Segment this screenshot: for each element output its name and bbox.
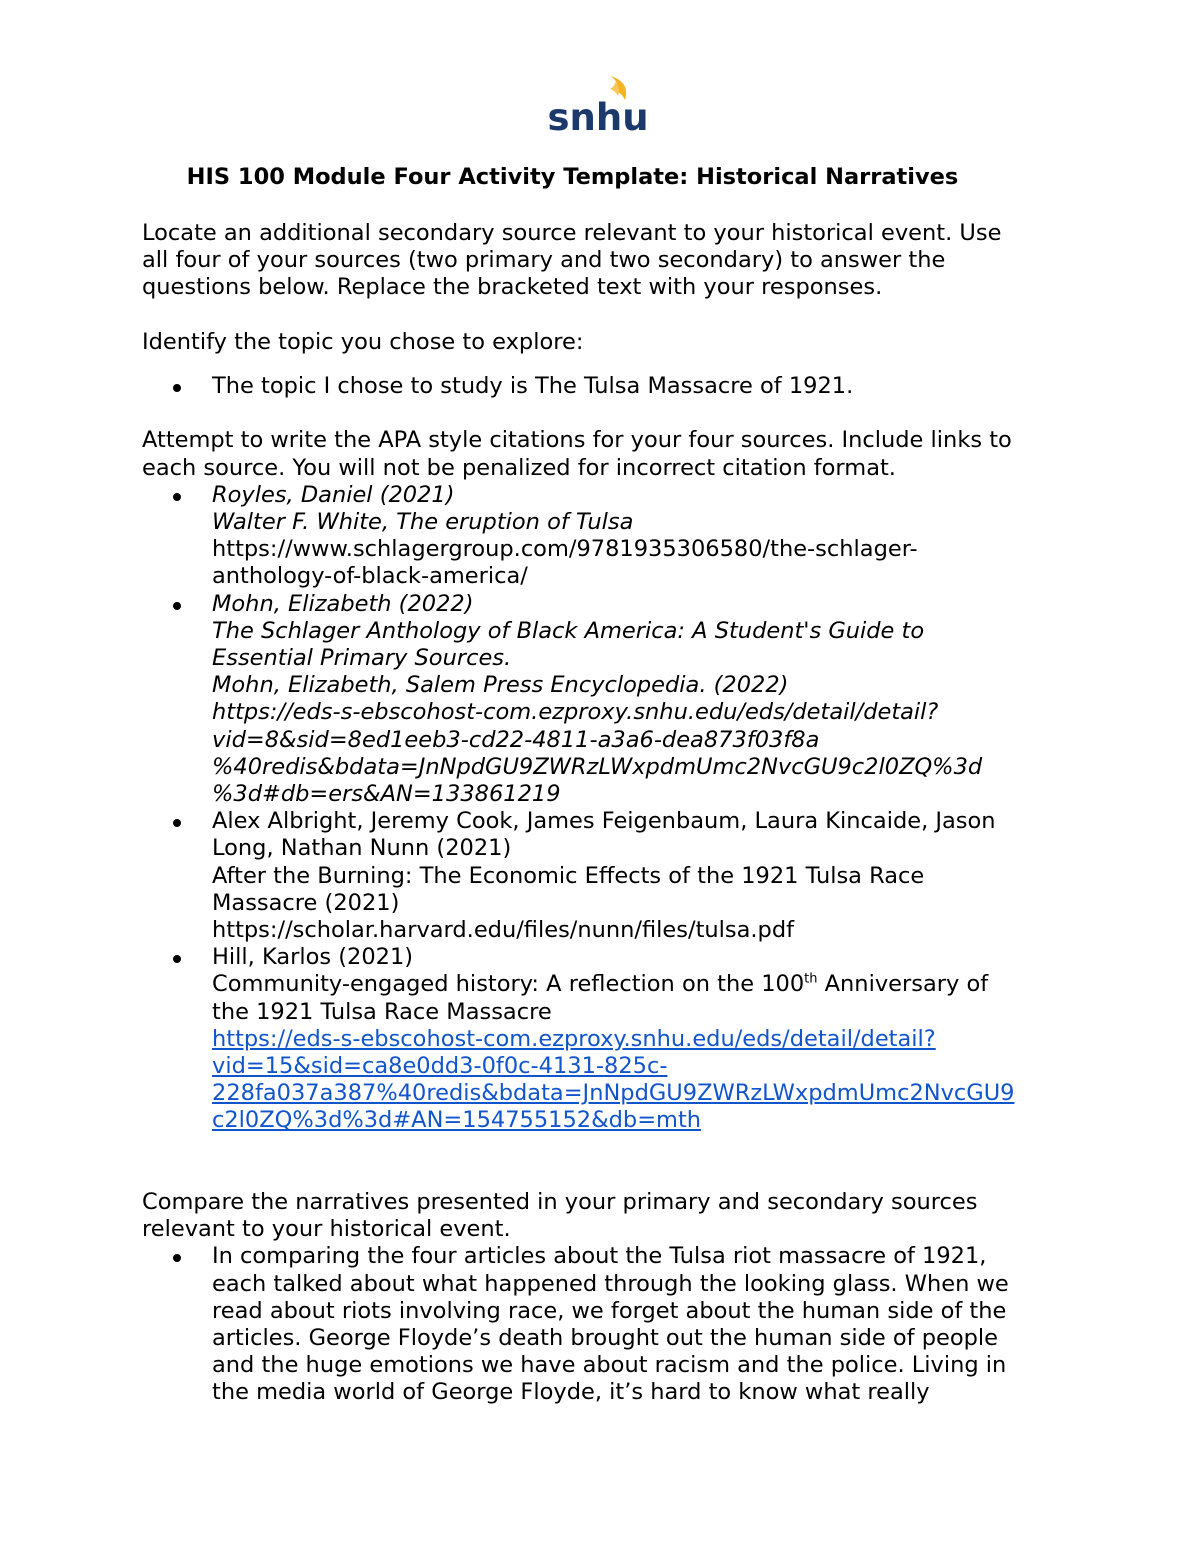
compare-list: [142, 1243, 1152, 1406]
document-body: [142, 220, 1152, 1407]
citations-prompt: Attempt to write the APA style citations for your four sources. Include links to each source. You will not be penalized for incorrect citation format.: [142, 427, 1012, 481]
citation-item: Royles, Daniel (2021) Walter F. White, The eruption of Tulsa https://www.schlagergroup.com/9781935306580/the-schlager- anthology-of-black-america/: [142, 482, 1152, 591]
citation-item: Mohn, Elizabeth (2022) The Schlager Anthology of Black America: A Student's Guide to Essential Primary Sources. Mohn, Elizabeth, Salem Press Encyclopedia. (2022) https://eds-s-ebscohost-com.ezproxy.snhu.edu/eds/detail/detail? vid=8&sid=8ed1eeb3-cd22-4811-a3a6-dea873f03f8a %40redis&bdata=JnNpdGU9ZWRzLWxpdmUmc2NvcGU9c2l0ZQ%3d %3d#db=ers&AN=133861219: [142, 591, 1152, 809]
citations-list: [142, 482, 1152, 1135]
document-title: HIS 100 Module Four Activity Template: Historical Narratives: [186, 164, 959, 190]
citation-link[interactable]: https://eds-s-ebscohost-com.ezproxy.snhu.edu/eds/detail/detail? vid=15&sid=ca8e0dd3-0f0c-4131-825c- 228fa037a387%40redis&bdata=JnNpdGU9ZWRzLWxpdmUmc2NvcGU9 c2l0ZQ%3d%3d#AN=154755152&db=mth: [212, 1025, 1015, 1134]
topic-answer: The topic I chose to study is The Tulsa Massacre of 1921.: [142, 373, 1152, 400]
compare-answer: In comparing the four articles about the Tulsa riot massacre of 1921, each talked about what happened through the looking glass. When we read about riots involving race, we forget about the human side of the articles. George Floyde’s death brought out the human side of people and the huge emotions we have about racism and the police. Living in the media world of George Floyde, it’s hard to know what really: [142, 1243, 1152, 1406]
intro-paragraph: Locate an additional secondary source relevant to your historical event. Use all four of your sources (two primary and two secondary) to answer the questions below. Replace the bracketed text with your responses.: [142, 220, 1002, 301]
compare-prompt: Compare the narratives presented in your primary and secondary sources relevant to your historical event.: [142, 1189, 978, 1243]
topic-prompt: Identify the topic you chose to explore:: [142, 328, 584, 355]
citation-item: Alex Albright, Jeremy Cook, James Feigenbaum, Laura Kincaide, Jason Long, Nathan Nunn (2021) After the Burning: The Economic Effects of the 1921 Tulsa Race Massacre (2021) https://scholar.harvard.edu/files/nunn/files/tulsa.pdf: [142, 808, 1152, 944]
citation-item: Hill, Karlos (2021) Community-engaged history: A reflection on the 100th Anniversary of the 1921 Tulsa Race Massacre https://eds-s-ebscohost-com.ezproxy.snhu.edu/eds/detail/detail? vid=15&sid=ca8e0dd3-0f0c-4131-825c- 228fa037a387%40redis&bdata=JnNpdGU9ZWRzLWxpdmUmc2NvcGU9 c2l0ZQ%3d%3d#AN=154755152&db=mth: [142, 944, 1152, 1134]
svg-text:snhu: snhu: [547, 96, 649, 139]
snhu-logo: [547, 74, 649, 139]
topic-list: [142, 373, 1152, 400]
